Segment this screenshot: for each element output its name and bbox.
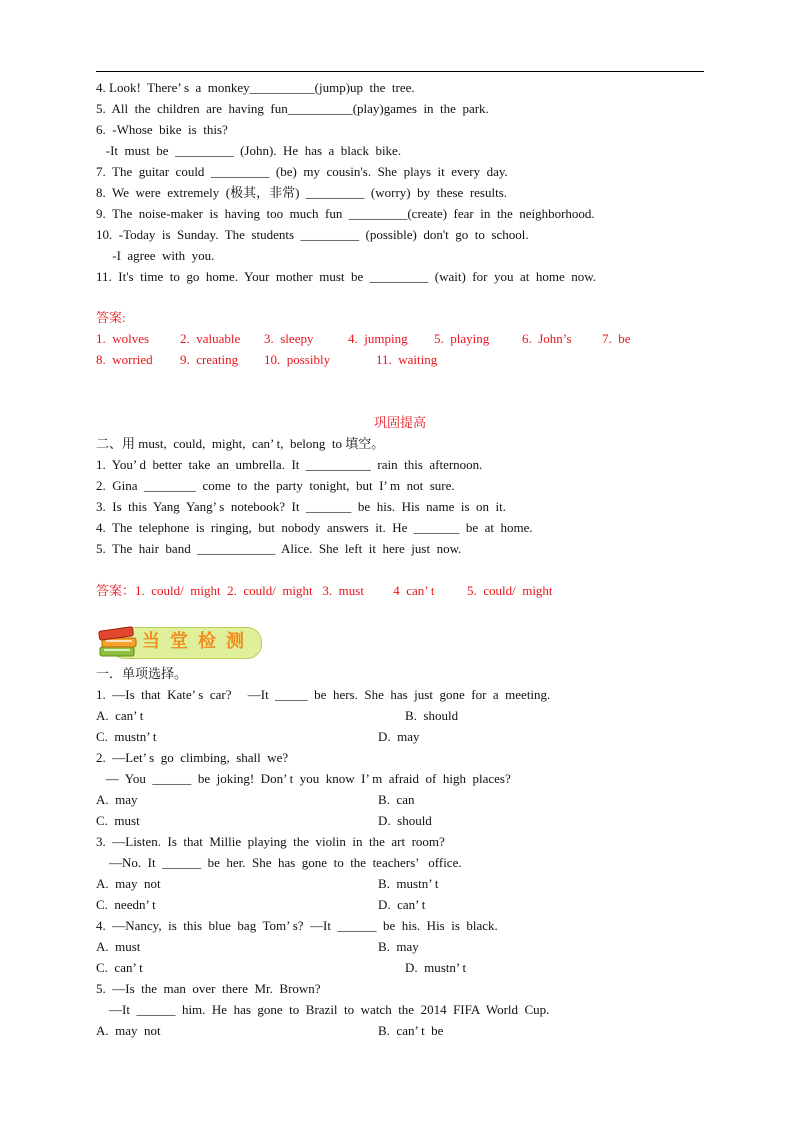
answer-item: 6. John’s bbox=[522, 331, 572, 346]
fill-question-3: 3. Is this Yang Yang’ s notebook? It _______ be his. His name is on it. bbox=[96, 499, 506, 514]
answer-item: 8. worried bbox=[96, 352, 153, 367]
mc-option: D. should bbox=[378, 813, 432, 828]
mc-option: D. can’ t bbox=[378, 897, 426, 912]
mc-option: B. may bbox=[378, 939, 419, 954]
mc-option: D. may bbox=[378, 729, 420, 744]
banner-label: 当堂检测 bbox=[142, 631, 254, 652]
section-title: 巩固提高 bbox=[373, 415, 426, 430]
question-4: 4. Look! There’ s a monkey__________(jump)up the tree. bbox=[96, 80, 415, 95]
mc-option: A. may not bbox=[96, 876, 161, 891]
mc-option: C. can’ t bbox=[96, 960, 143, 975]
answer-item: 11. waiting bbox=[376, 352, 438, 367]
mc-option: B. mustn’ t bbox=[378, 876, 439, 891]
mc-option: C. needn’ t bbox=[96, 897, 156, 912]
fill-question-1: 1. You’ d better take an umbrella. It __________ rain this afternoon. bbox=[96, 457, 483, 472]
answer-item: 9. creating bbox=[180, 352, 239, 367]
mc-question-2: 2. —Let’ s go climbing, shall we? bbox=[96, 750, 289, 765]
answer-item: 1. wolves bbox=[96, 331, 150, 346]
question-7: 7. The guitar could _________ (be) my cousin's. She plays it every day. bbox=[96, 164, 508, 179]
mc-option: D. mustn’ t bbox=[405, 960, 467, 975]
mc-option: A. must bbox=[96, 939, 141, 954]
fill-instruction: 二、用 must, could, might, can’ t, belong to 填空。 bbox=[96, 436, 385, 451]
answer-item: 5. playing bbox=[434, 331, 490, 346]
question-9: 9. The noise-maker is having too much fun _________(create) fear in the neighborhood. bbox=[96, 206, 595, 221]
answer-item: 2. valuable bbox=[180, 331, 241, 346]
mc-question-2-reply: — You ______ be joking! Don’ t you know I’ m afraid of high places? bbox=[96, 771, 511, 786]
question-11: 11. It's time to go home. Your mother must be _________ (wait) for you at home now. bbox=[96, 269, 597, 284]
fill-question-4: 4. The telephone is ringing, but nobody answers it. He _______ be at home. bbox=[96, 520, 533, 535]
test-section-heading: 一．单项选择。 bbox=[96, 666, 188, 681]
mc-option: B. can bbox=[378, 792, 415, 807]
mc-question-5-reply: —It ______ him. He has gone to Brazil to watch the 2014 FIFA World Cup. bbox=[96, 1002, 550, 1017]
fill-answers: 答案：1. could/ might 2. could/ might 3. must 4 can’ t 5. could/ might bbox=[96, 583, 553, 598]
fill-question-2: 2. Gina ________ come to the party tonight, but I’ m not sure. bbox=[96, 478, 455, 493]
question-6-reply: -It must be _________ (John). He has a black bike. bbox=[96, 143, 402, 158]
answer-item: 7. be bbox=[602, 331, 631, 346]
mc-option: A. can’ t bbox=[96, 708, 144, 723]
top-rule bbox=[96, 71, 704, 72]
fill-question-5: 5. The hair band ____________ Alice. She left it here just now. bbox=[96, 541, 462, 556]
answer-item: 4. jumping bbox=[348, 331, 408, 346]
question-10: 10. -Today is Sunday. The students _________ (possible) don't go to school. bbox=[96, 227, 529, 242]
mc-question-3: 3. —Listen. Is that Millie playing the violin in the art room? bbox=[96, 834, 445, 849]
mc-option: A. may not bbox=[96, 1023, 161, 1038]
question-8: 8. We were extremely (极其，非常) _________ (worry) by these results. bbox=[96, 185, 508, 200]
answer-item: 10. possibly bbox=[264, 352, 331, 367]
mc-question-5: 5. —Is the man over there Mr. Brown? bbox=[96, 981, 321, 996]
mc-option: B. should bbox=[405, 708, 459, 723]
question-5: 5. All the children are having fun__________(play)games in the park. bbox=[96, 101, 489, 116]
mc-option: B. can’ t be bbox=[378, 1023, 444, 1038]
question-10-reply: -I agree with you. bbox=[96, 248, 215, 263]
books-icon bbox=[96, 621, 142, 661]
in-class-test-banner bbox=[96, 621, 262, 661]
mc-option: A. may bbox=[96, 792, 138, 807]
answer-label: 答案: bbox=[96, 310, 126, 325]
mc-question-3-reply: —No. It ______ be her. She has gone to the teachers’ office. bbox=[96, 855, 462, 870]
mc-question-4: 4. —Nancy, is this blue bag Tom’ s? —It ______ be his. His is black. bbox=[96, 918, 498, 933]
mc-question-1: 1. —Is that Kate’ s car? —It _____ be hers. She has just gone for a meeting. bbox=[96, 687, 551, 702]
question-6: 6. -Whose bike is this? bbox=[96, 122, 228, 137]
mc-option: C. mustn’ t bbox=[96, 729, 157, 744]
answer-item: 3. sleepy bbox=[264, 331, 314, 346]
mc-option: C. must bbox=[96, 813, 140, 828]
